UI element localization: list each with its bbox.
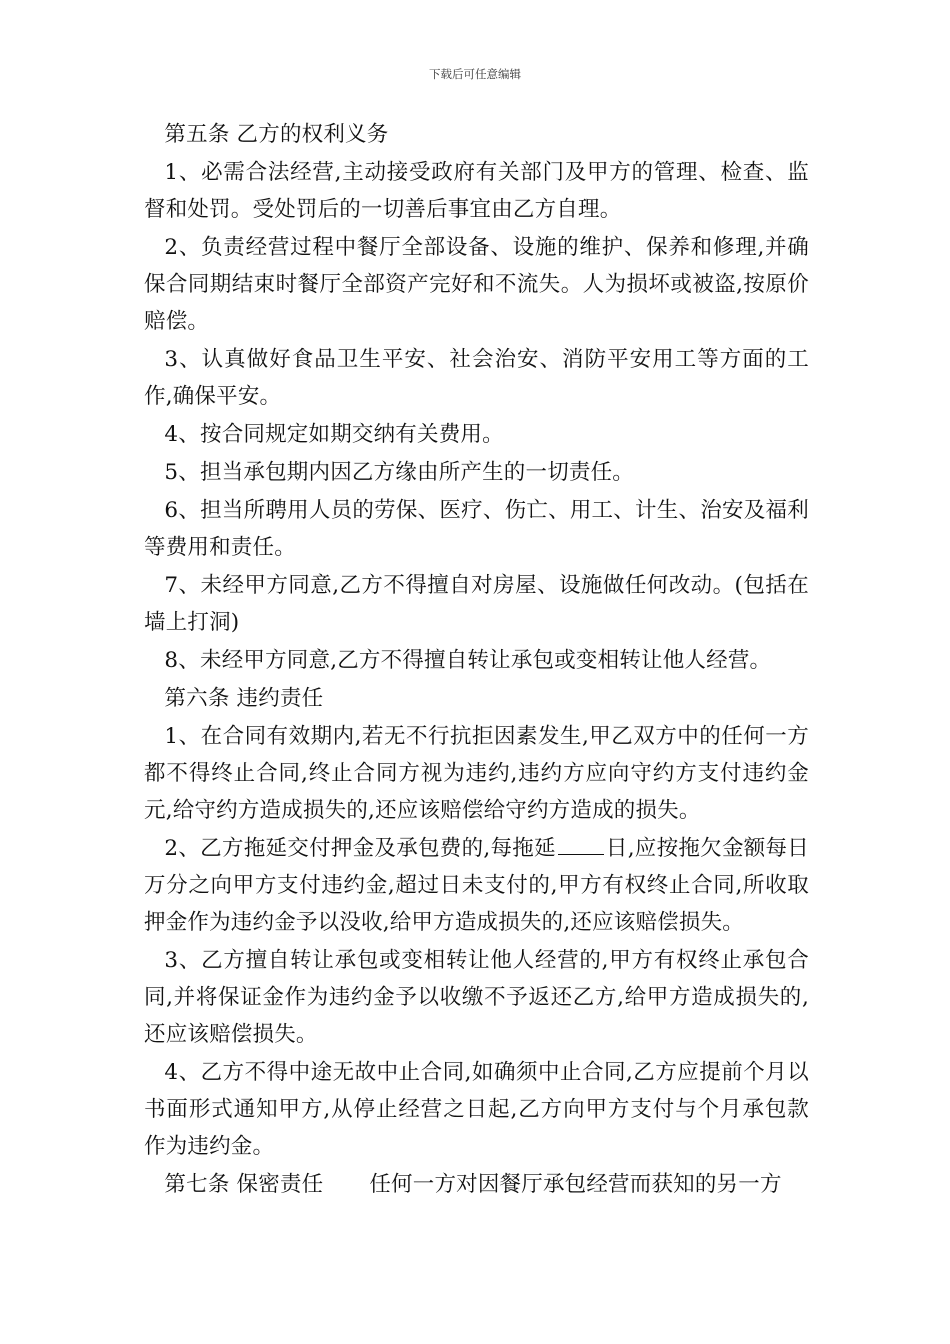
article-6-item-3: 3、乙方擅自转让承包或变相转让他人经营的,甲方有权终止承包合同,并将保证金作为违约金予以收缴不予返还乙方,给甲方造成损失的,还应该赔偿损失。 — [144, 948, 809, 1047]
article-5-item-5: 5、担当承包期内因乙方缘由所产生的一切责任。 — [164, 460, 635, 485]
article-7-title: 第七条 保密责任 — [164, 1172, 324, 1197]
article-5-item-3: 3、认真做好食品卫生平安、社会治安、消防平安用工等方面的工作,确保平安。 — [144, 347, 809, 409]
article-6-item-1: 1、在合同有效期内,若无不行抗拒因素发生,甲乙双方中的任何一方都不得终止合同,终止合同方视为违约,违约方应向守约方支付违约金元,给守约方造成损失的,还应该赔偿给守约方造成的损失。 — [144, 724, 809, 823]
article-5-item-4: 4、按合同规定如期交纳有关费用。 — [164, 422, 504, 447]
article-6-item-2-after: 日,应按拖欠金额每日万分之向甲方支付违约金,超过日未支付的,甲方有权终止合同,所收取押金作为违约金予以没收,给甲方造成损失的,还应该赔偿损失。 — [144, 836, 809, 935]
article-5-item-8: 8、未经甲方同意,乙方不得擅自转让承包或变相转让他人经营。 — [164, 648, 772, 673]
document-body — [144, 116, 809, 1204]
article-5-item-6: 6、担当所聘用人员的劳保、医疗、伤亡、用工、计生、治安及福利等费用和责任。 — [144, 498, 809, 560]
article-5-item-2: 2、负责经营过程中餐厅全部设备、设施的维护、保养和修理,并确保合同期结束时餐厅全部资产完好和不流失。人为损坏或被盗,按原价赔偿。 — [144, 235, 809, 334]
article-6-item-4: 4、乙方不得中途无故中止合同,如确须中止合同,乙方应提前个月以书面形式通知甲方,从停止经营之日起,乙方向甲方支付与个月承包款作为违约金。 — [144, 1060, 809, 1159]
article-6-title: 第六条 违约责任 — [164, 686, 324, 711]
article-5-item-1: 1、必需合法经营,主动接受政府有关部门及甲方的管理、检查、监督和处罚。受处罚后的一切善后事宜由乙方自理。 — [144, 160, 809, 222]
page-header: 下载后可任意编辑 — [429, 67, 521, 81]
article-5-item-7: 7、未经甲方同意,乙方不得擅自对房屋、设施做任何改动。(包括在墙上打洞) — [144, 573, 809, 635]
article-6-item-2-before: 2、乙方拖延交付押金及承包费的,每拖延 — [164, 836, 556, 861]
article-7-text: 任何一方对因餐厅承包经营而获知的另一方 — [369, 1172, 782, 1197]
article-5-title: 第五条 乙方的权利义务 — [164, 122, 389, 147]
article-7-line — [144, 1166, 809, 1203]
fill-in-blank-days — [558, 834, 604, 855]
article-6-item-2 — [144, 830, 809, 941]
